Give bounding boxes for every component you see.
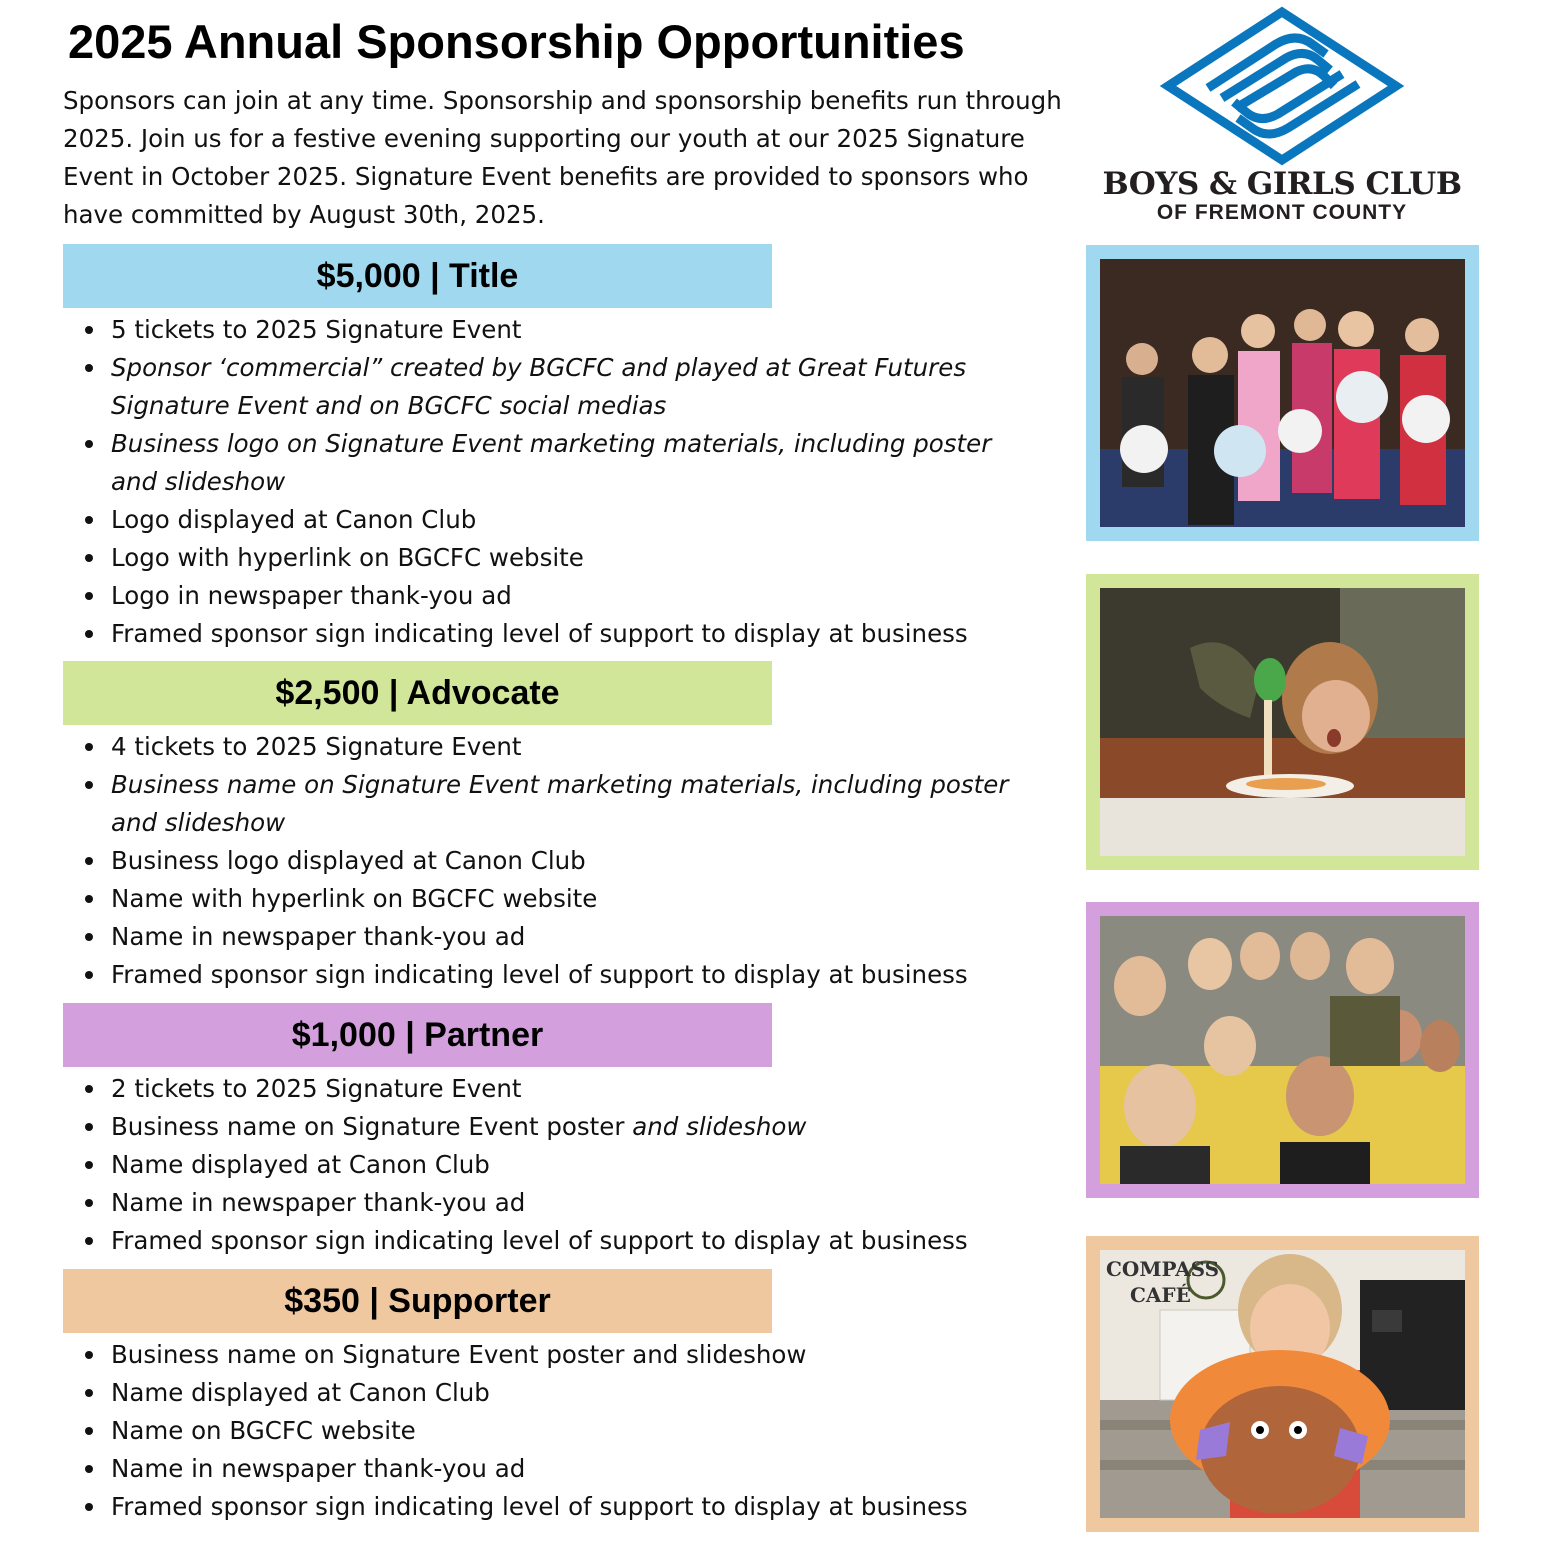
list-item: Name with hyperlink on BGCFC website	[63, 880, 1073, 918]
cafe-sign-line1: COMPASS	[1106, 1257, 1220, 1281]
list-item: Sponsor ‘commercial” created by BGCFC and played at Great Futures Signature Event and on BGCFC social medias	[63, 349, 1073, 425]
list-item: Business name on Signature Event marketing materials, including poster and slideshow	[63, 766, 1073, 842]
kids-holding-paper-plates-photo	[1100, 259, 1465, 527]
tier-advocate-heading: $2,500 | Advocate	[63, 661, 772, 725]
list-item: Name in newspaper thank-you ad	[63, 1450, 1073, 1488]
tier-partner-heading: $1,000 | Partner	[63, 1003, 772, 1067]
cafe-sign-line2: CAFÉ	[1130, 1283, 1191, 1307]
list-item: Business logo on Signature Event marketing materials, including poster and slideshow	[63, 425, 1073, 501]
tier-supporter-benefits	[63, 1336, 1073, 1526]
list-item: 5 tickets to 2025 Signature Event	[63, 311, 1073, 349]
list-item-emphasis: and slideshow	[632, 1112, 807, 1141]
photo-frame-green	[1086, 574, 1479, 870]
boy-pouring-sauce-photo	[1100, 588, 1465, 856]
page-title: 2025 Annual Sponsorship Opportunities	[68, 15, 965, 68]
photo-frame-orange	[1086, 1236, 1479, 1532]
list-item: Business logo displayed at Canon Club	[63, 842, 1073, 880]
group-of-kids-selfie-photo	[1100, 916, 1465, 1184]
tier-title-heading: $5,000 | Title	[63, 244, 772, 308]
tier-title-benefits	[63, 311, 1073, 653]
list-item: Name on BGCFC website	[63, 1412, 1073, 1450]
tier-advocate-benefits	[63, 728, 1073, 994]
list-item: Framed sponsor sign indicating level of support to display at business	[63, 956, 1073, 994]
list-item: Framed sponsor sign indicating level of support to display at business	[63, 615, 1073, 653]
list-item	[63, 1108, 1073, 1146]
photo-frame-purple	[1086, 902, 1479, 1198]
list-item: Logo displayed at Canon Club	[63, 501, 1073, 539]
tier-partner-benefits	[63, 1070, 1073, 1260]
logo-subname: OF FREMONT COUNTY	[1156, 201, 1408, 224]
list-item-text: Business name on Signature Event poster	[111, 1112, 625, 1141]
intro-paragraph: Sponsors can join at any time. Sponsorship and sponsorship benefits run through 2025. Join us for a festive evening supporting our youth at our 2025 Signature Event in October 2025. Signature Event benefits are provided to sponsors who have committed by August 30th, 2025.	[63, 86, 1062, 229]
list-item: Name displayed at Canon Club	[63, 1374, 1073, 1412]
hands-logo-icon	[1090, 6, 1474, 166]
list-item: Logo with hyperlink on BGCFC website	[63, 539, 1073, 577]
boy-with-paper-turkey-photo	[1100, 1250, 1465, 1518]
list-item: Name in newspaper thank-you ad	[63, 918, 1073, 956]
list-item: Name in newspaper thank-you ad	[63, 1184, 1073, 1222]
list-item: Framed sponsor sign indicating level of support to display at business	[63, 1488, 1073, 1526]
bgc-logo	[1090, 6, 1474, 228]
list-item: Logo in newspaper thank-you ad	[63, 577, 1073, 615]
photo-frame-blue	[1086, 245, 1479, 541]
list-item: Name displayed at Canon Club	[63, 1146, 1073, 1184]
list-item: 4 tickets to 2025 Signature Event	[63, 728, 1073, 766]
tier-supporter-heading: $350 | Supporter	[63, 1269, 772, 1333]
list-item: 2 tickets to 2025 Signature Event	[63, 1070, 1073, 1108]
list-item: Business name on Signature Event poster and slideshow	[63, 1336, 1073, 1374]
logo-name: BOYS & GIRLS CLUB	[1102, 166, 1462, 202]
list-item: Framed sponsor sign indicating level of support to display at business	[63, 1222, 1073, 1260]
